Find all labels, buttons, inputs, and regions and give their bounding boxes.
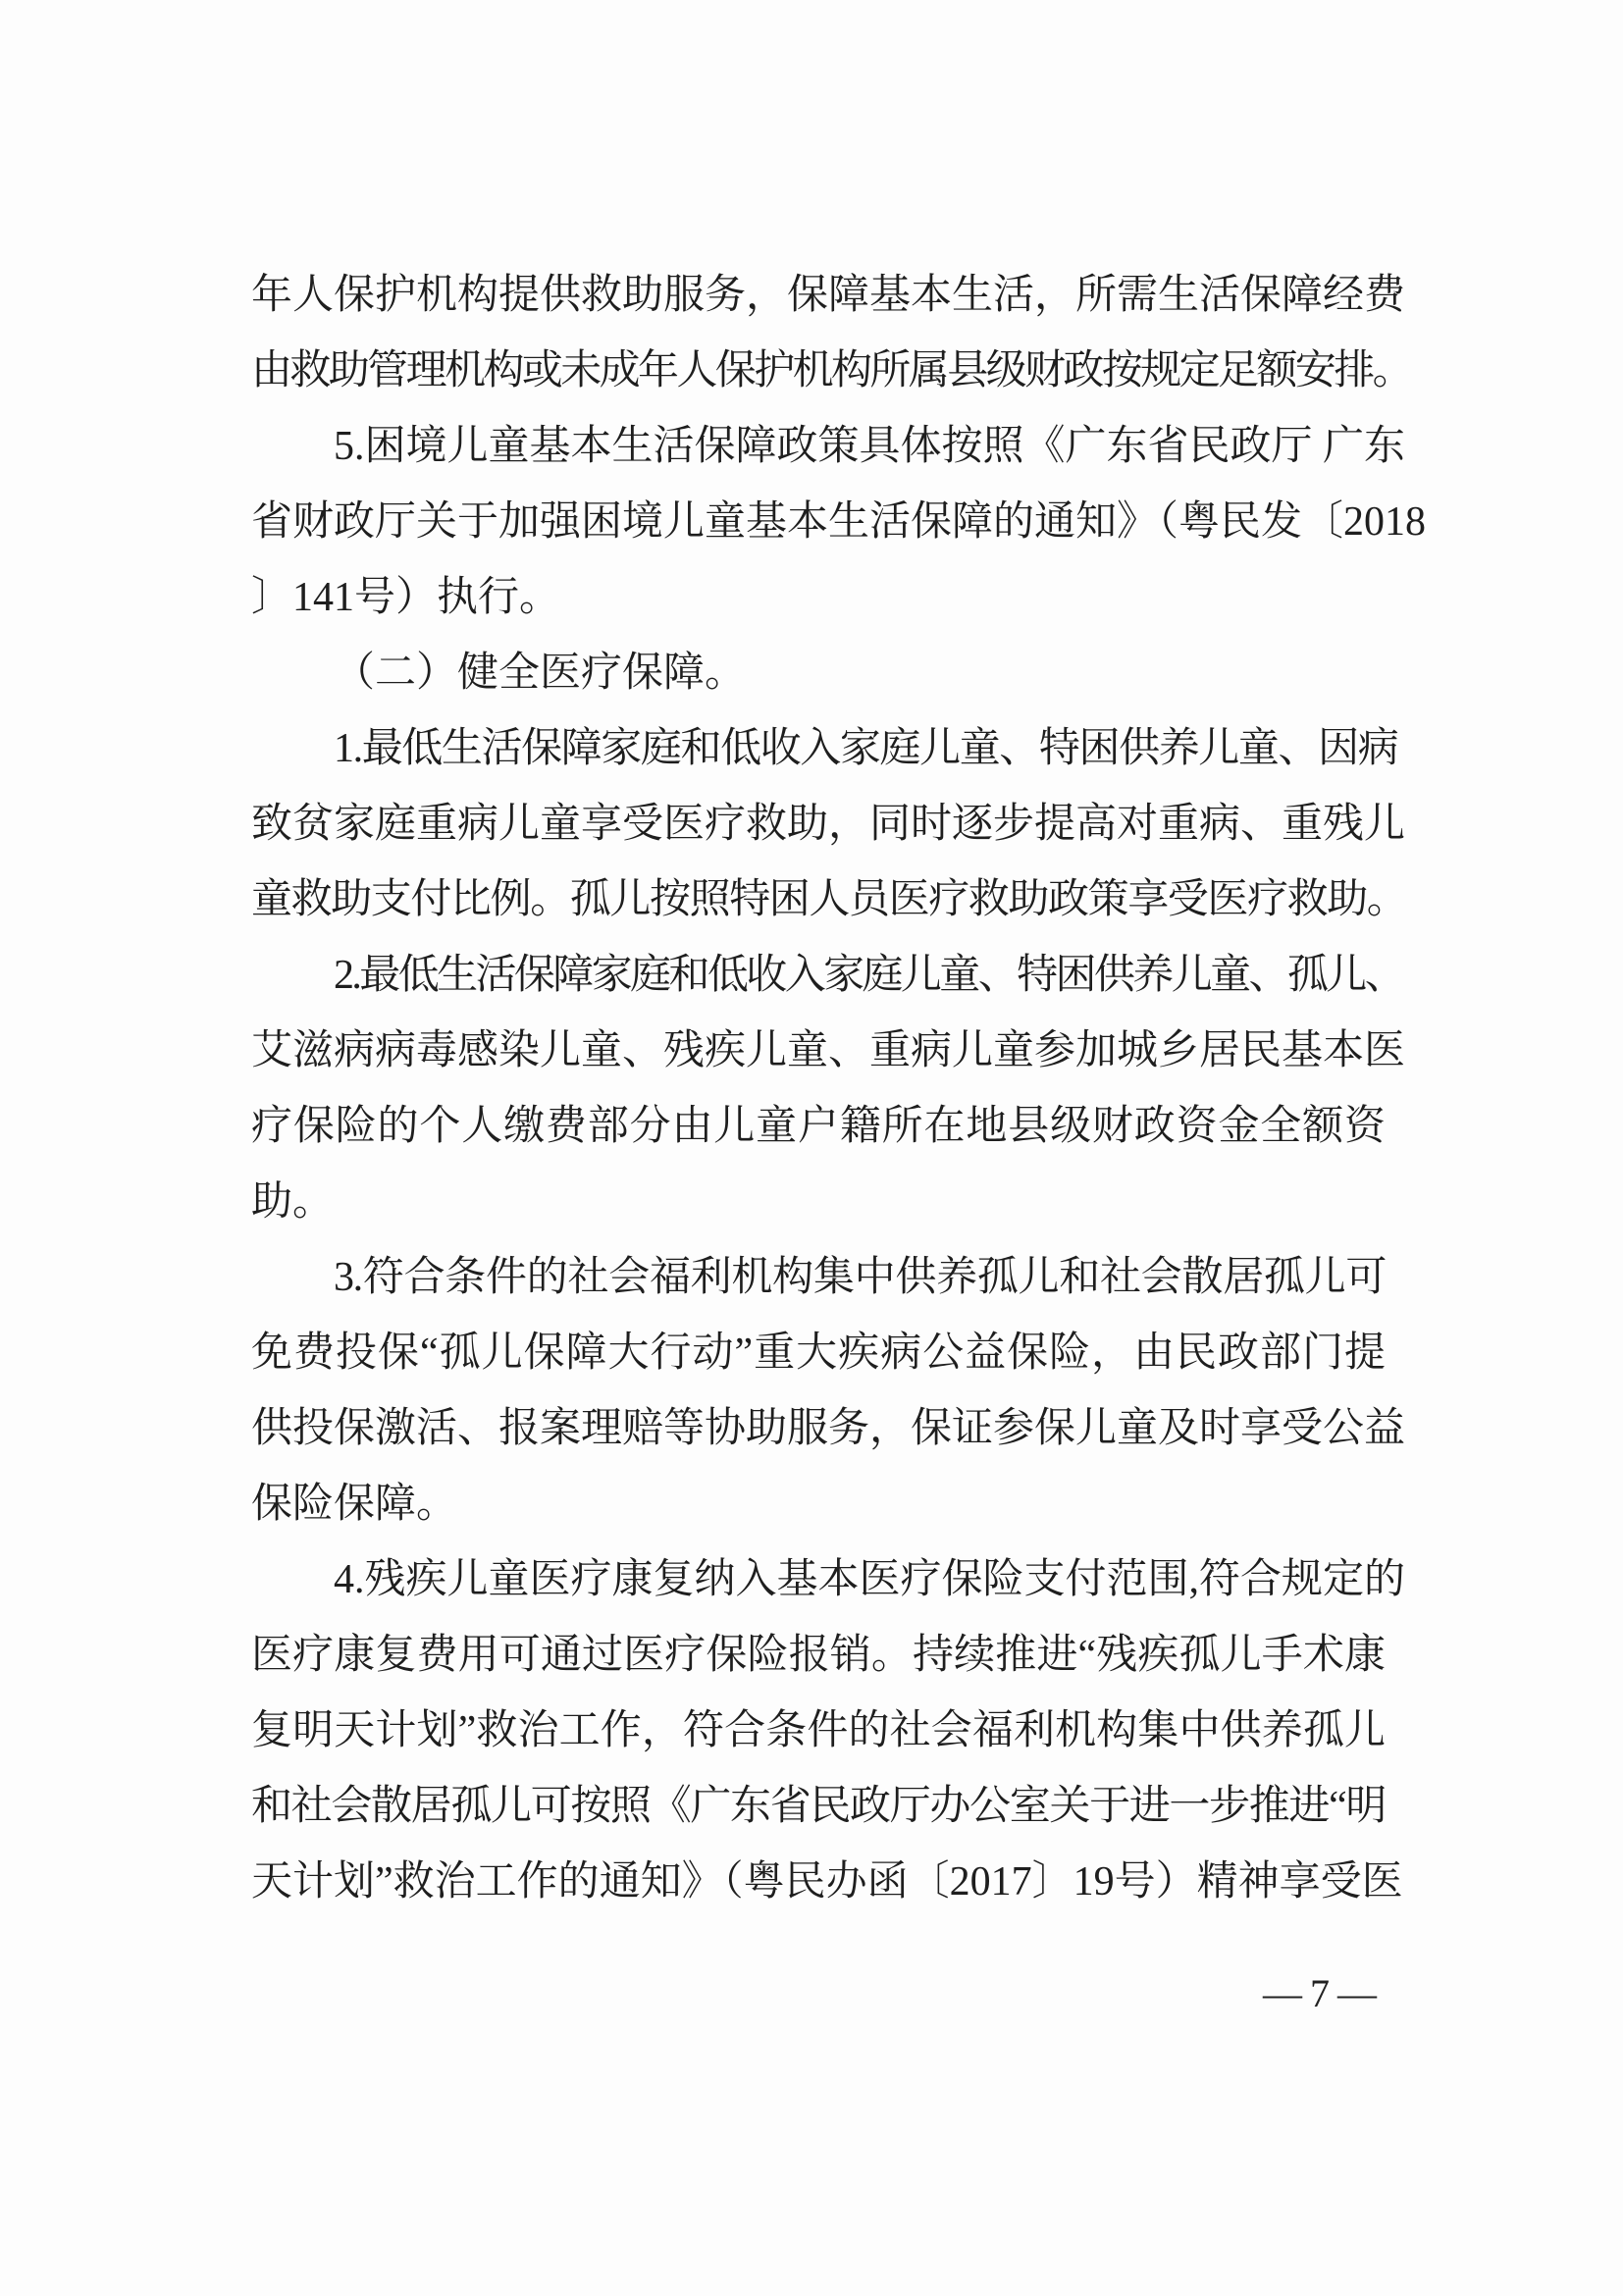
text-line: 〕141号）执行。 bbox=[251, 575, 561, 620]
text-line: 供投保激活、报案理赔等协助服务，保证参保儿童及时享受公益 bbox=[251, 1406, 1406, 1451]
text-line: 艾滋病病毒感染儿童、残疾儿童、重病儿童参加城乡居民基本医 bbox=[251, 1028, 1406, 1073]
text-line: 年人保护机构提供救助服务，保障基本生活，所需生活保障经费 bbox=[251, 273, 1406, 318]
text-line: 疗保险的个人缴费部分由儿童户籍所在地县级财政资金全额资 bbox=[251, 1104, 1386, 1149]
page-number: — 7 — bbox=[1263, 1971, 1376, 2015]
text-line: 2.最低生活保障家庭和低收入家庭儿童、特困供养儿童、孤儿、 bbox=[334, 953, 1404, 998]
text-line: 省财政厅关于加强困境儿童基本生活保障的通知》（粤民发〔2018 bbox=[251, 499, 1427, 545]
text-line: 保险保障。 bbox=[251, 1482, 458, 1527]
text-line: 助。 bbox=[251, 1179, 335, 1225]
text-line: 医疗康复费用可通过医疗保险报销。持续推进“残疾孤儿手术康 bbox=[251, 1633, 1386, 1678]
text-line: 复明天计划”救治工作，符合条件的社会福利机构集中供养孤儿 bbox=[251, 1708, 1386, 1753]
text-line: 童救助支付比例。孤儿按照特困人员医疗救助政策享受医疗救助。 bbox=[251, 877, 1407, 922]
document-body-text bbox=[251, 258, 1427, 1920]
text-line: 5.困境儿童基本生活保障政策具体按照《广东省民政厅 广东 bbox=[334, 424, 1406, 469]
text-line: 和社会散居孤儿可按照《广东省民政厅办公室关于进一步推进“明 bbox=[251, 1784, 1386, 1829]
text-line: 4.残疾儿童医疗康复纳入基本医疗保险支付范围,符合规定的 bbox=[334, 1557, 1406, 1602]
text-line: （二）健全医疗保障。 bbox=[334, 651, 747, 696]
text-line: 3.符合条件的社会福利机构集中供养孤儿和社会散居孤儿可 bbox=[334, 1255, 1386, 1300]
text-line: 1.最低生活保障家庭和低收入家庭儿童、特困供养儿童、因病 bbox=[334, 726, 1398, 771]
text-line: 天计划”救治工作的通知》（粤民办函〔2017〕19号）精神享受医 bbox=[251, 1859, 1403, 1905]
text-line: 由救助管理机构或未成年人保护机构所属县级财政按规定足额安排。 bbox=[251, 348, 1412, 393]
text-line: 免费投保“孤儿保障大行动”重大疾病公益保险，由民政部门提 bbox=[251, 1331, 1386, 1376]
text-line: 致贫家庭重病儿童享受医疗救助，同时逐步提高对重病、重残儿 bbox=[251, 802, 1406, 847]
